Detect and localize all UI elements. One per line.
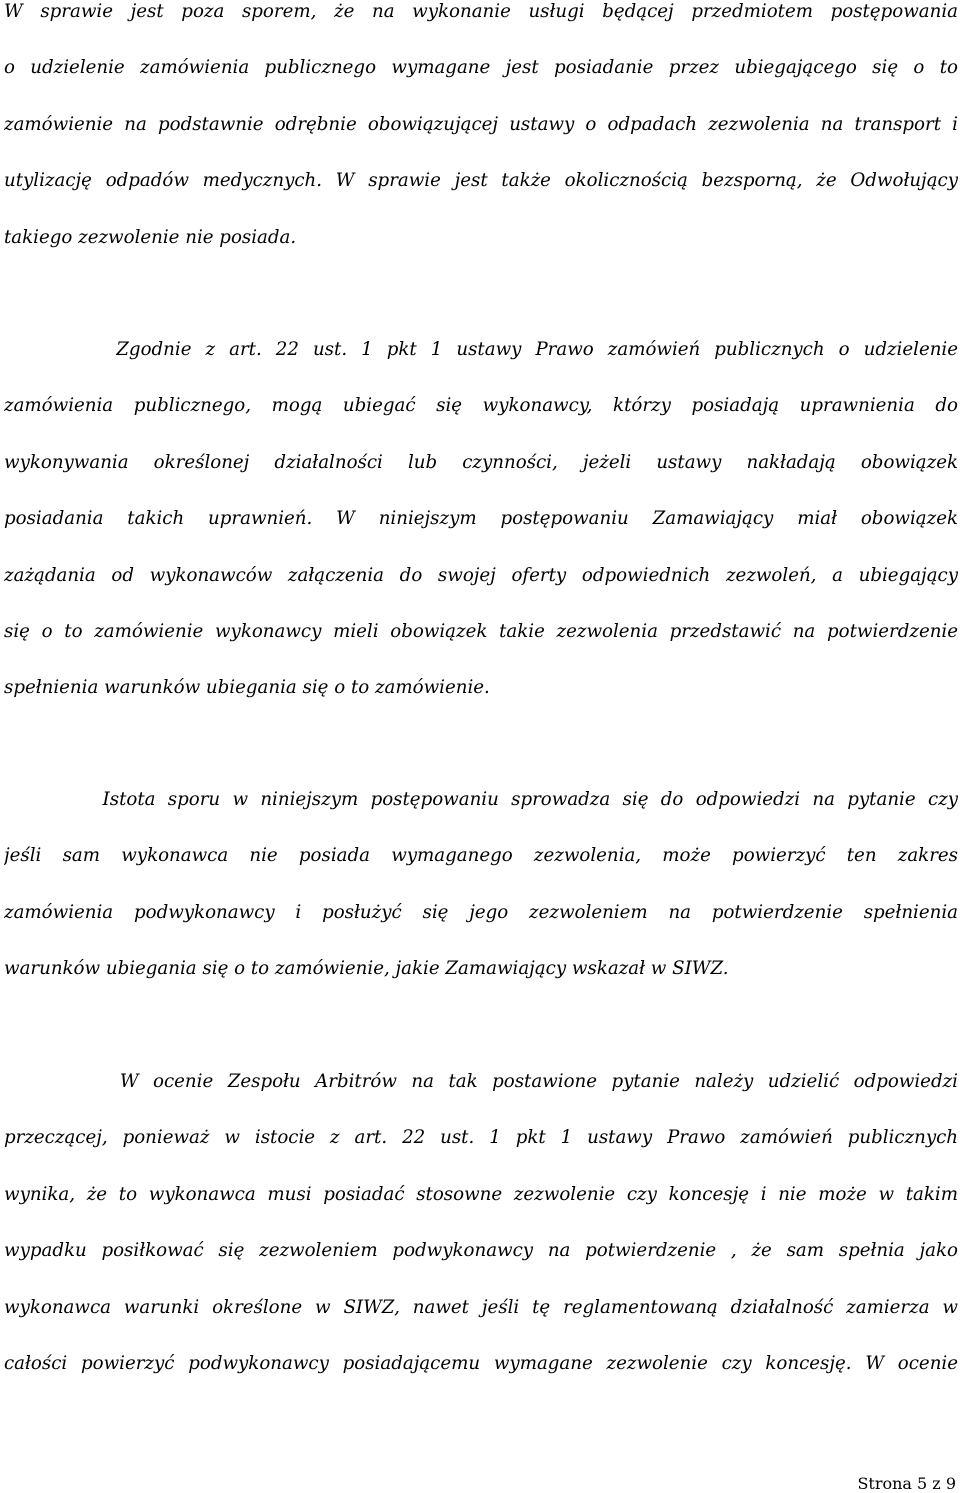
text-line: zamówienie na podstawnie odrębnie obowiązującej ustawy o odpadach zezwolenia na transport i [4,113,958,135]
text-line: wykonawca warunki określone w SIWZ, nawet jeśli tę reglamentowaną działalność zamierza w [4,1296,958,1318]
text-line: zamówienia publicznego, mogą ubiegać się wykonawcy, którzy posiadają uprawnienia do [4,395,958,417]
paragraph-2 [4,339,958,734]
text-line: zażądania od wykonawców załączenia do swojej oferty odpowiednich zezwoleń, a ubiegający [4,564,958,586]
text-line: Zgodnie z art. 22 ust. 1 pkt 1 ustawy Prawo zamówień publicznych o udzielenie [4,339,958,360]
text-line: Istota sporu w niniejszym postępowaniu sprowadza się do odpowiedzi na pytanie czy [4,789,958,810]
text-line: się o to zamówienie wykonawcy mieli obowiązek takie zezwolenia przedstawić na potwierdzenie [4,620,958,642]
text-line: spełnienia warunków ubiegania się o to zamówienie. [4,677,490,699]
text-line: utylizację odpadów medycznych. W sprawie jest także okolicznością bezsporną, że Odwołujący [4,170,958,192]
page-number: Strona 5 z 9 [857,1474,956,1493]
text-line: zamówienia podwykonawcy i posłużyć się jego zezwoleniem na potwierdzenie spełnienia [4,901,958,923]
text-line: wypadku posiłkować się zezwoleniem podwykonawcy na potwierdzenie , że sam spełnia jako [4,1240,958,1262]
text-line: W ocenie Zespołu Arbitrów na tak postawione pytanie należy udzielić odpowiedzi [4,1071,958,1092]
text-line: W sprawie jest poza sporem, że na wykonanie usługi będącej przedmiotem postępowania [4,1,958,22]
text-line: takiego zezwolenie nie posiada. [4,226,297,248]
text-line: posiadania takich uprawnień. W niniejszym postępowaniu Zamawiający miał obowiązek [4,508,958,530]
text-line: warunków ubiegania się o to zamówienie, jakie Zamawiający wskazał w SIWZ. [4,958,729,980]
text-line: przeczącej, ponieważ w istocie z art. 22 ust. 1 pkt 1 ustawy Prawo zamówień publicznych [4,1127,958,1149]
paragraph-1 [4,1,958,283]
text-line: jeśli sam wykonawca nie posiada wymaganego zezwolenia, może powierzyć ten zakres [4,845,958,867]
text-line: wynika, że to wykonawca musi posiadać stosowne zezwolenie czy koncesję i nie może w takim [4,1183,958,1205]
paragraph-4 [4,1071,958,1409]
text-line: o udzielenie zamówienia publicznego wymagane jest posiadanie przez ubiegającego się o to [4,57,958,79]
text-line: wykonywania określonej działalności lub czynności, jeżeli ustawy nakładają obowiązek [4,451,958,473]
text-line: całości powierzyć podwykonawcy posiadającemu wymagane zezwolenie czy koncesję. W ocenie [4,1352,958,1374]
paragraph-3 [4,789,958,1015]
